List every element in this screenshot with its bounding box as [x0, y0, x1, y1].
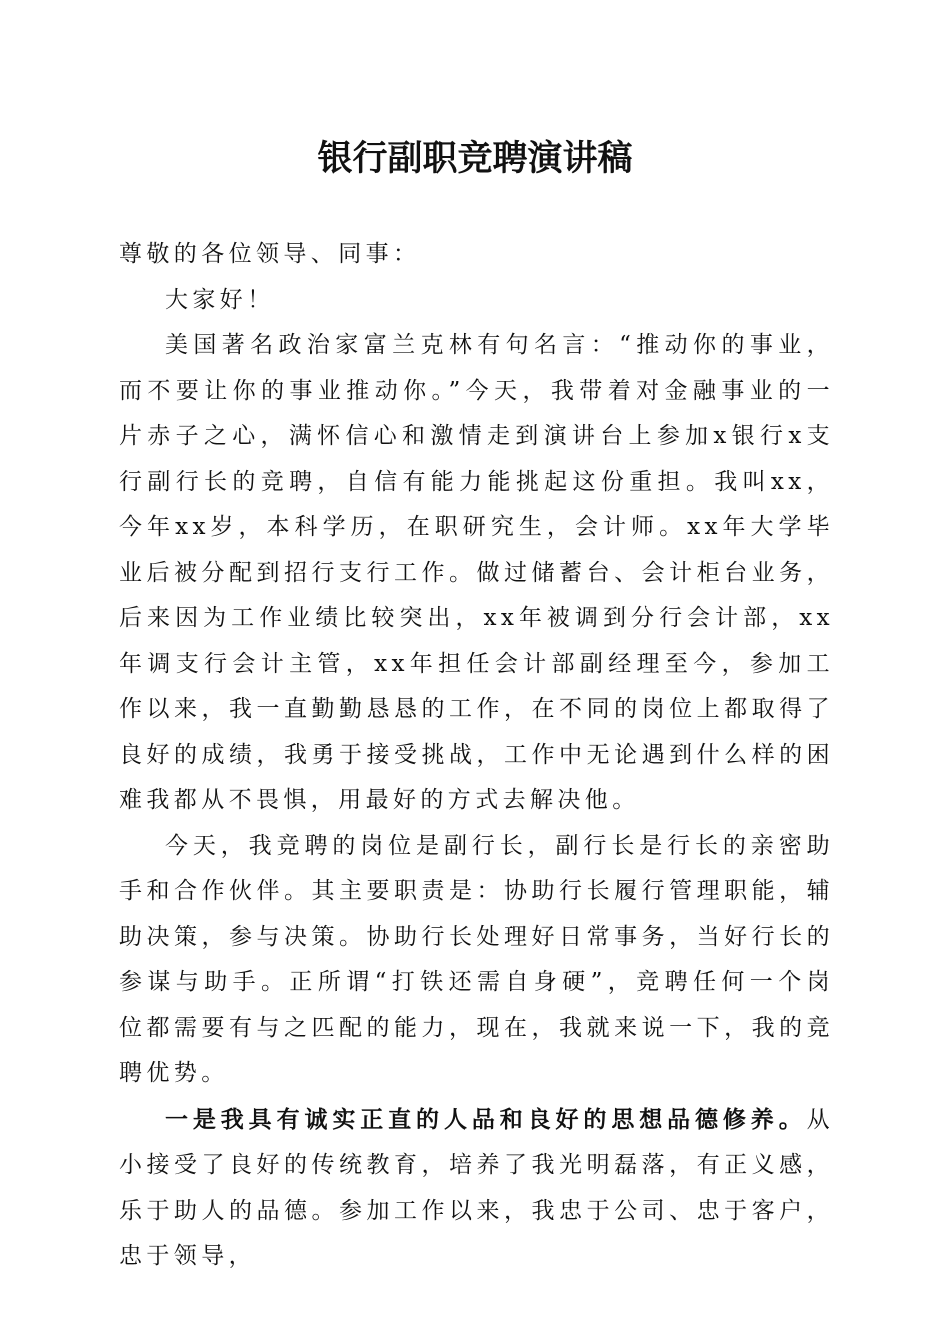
paragraph-position: 今天，我竞聘的岗位是副行长，副行长是行长的亲密助手和合作伙伴。其主要职责是：协助行长履行管理职能，辅助决策，参与决策。协助行长处理好日常事务，当好行长的参谋与助手。正所谓“打铁还需自身硬”，竞聘任何一个岗位都需要有与之匹配的能力，现在，我就来说一下，我的竞聘优势。	[119, 832, 834, 1086]
paragraph-point-one	[119, 1097, 834, 1280]
salutation: 尊敬的各位领导、同事：	[119, 241, 421, 267]
document-body	[119, 232, 834, 1280]
point-one-text: 从小接受了良好的传统教育，培养了我光明磊落，有正义感，乐于助人的品德。参加工作以来，我忠于公司、忠于客户，忠于领导，	[119, 1106, 834, 1269]
paragraph-intro: 美国著名政治家富兰克林有句名言：“推动你的事业，而不要让你的事业推动你。”今天，我带着对金融事业的一片赤子之心，满怀信心和激情走到演讲台上参加x银行x支行副行长的竞聘，自信有能力能挑起这份重担。我叫xx，今年xx岁，本科学历，在职研究生，会计师。xx年大学毕业后被分配到招行支行工作。做过储蓄台、会计柜台业务，后来因为工作业绩比较突出，xx年被调到分行会计部，xx年调支行会计主管，xx年担任会计部副经理至今，参加工作以来，我一直勤勤恳恳的工作，在不同的岗位上都取得了良好的成绩，我勇于接受挑战，工作中无论遇到什么样的困难我都从不畏惧，用最好的方式去解决他。	[119, 332, 834, 813]
point-one-lead: 一是我具有诚实正直的人品和良好的思想品德修养。	[165, 1105, 807, 1133]
greeting: 大家好！	[165, 286, 275, 313]
document-title: 银行副职竞聘演讲稿	[317, 138, 633, 179]
